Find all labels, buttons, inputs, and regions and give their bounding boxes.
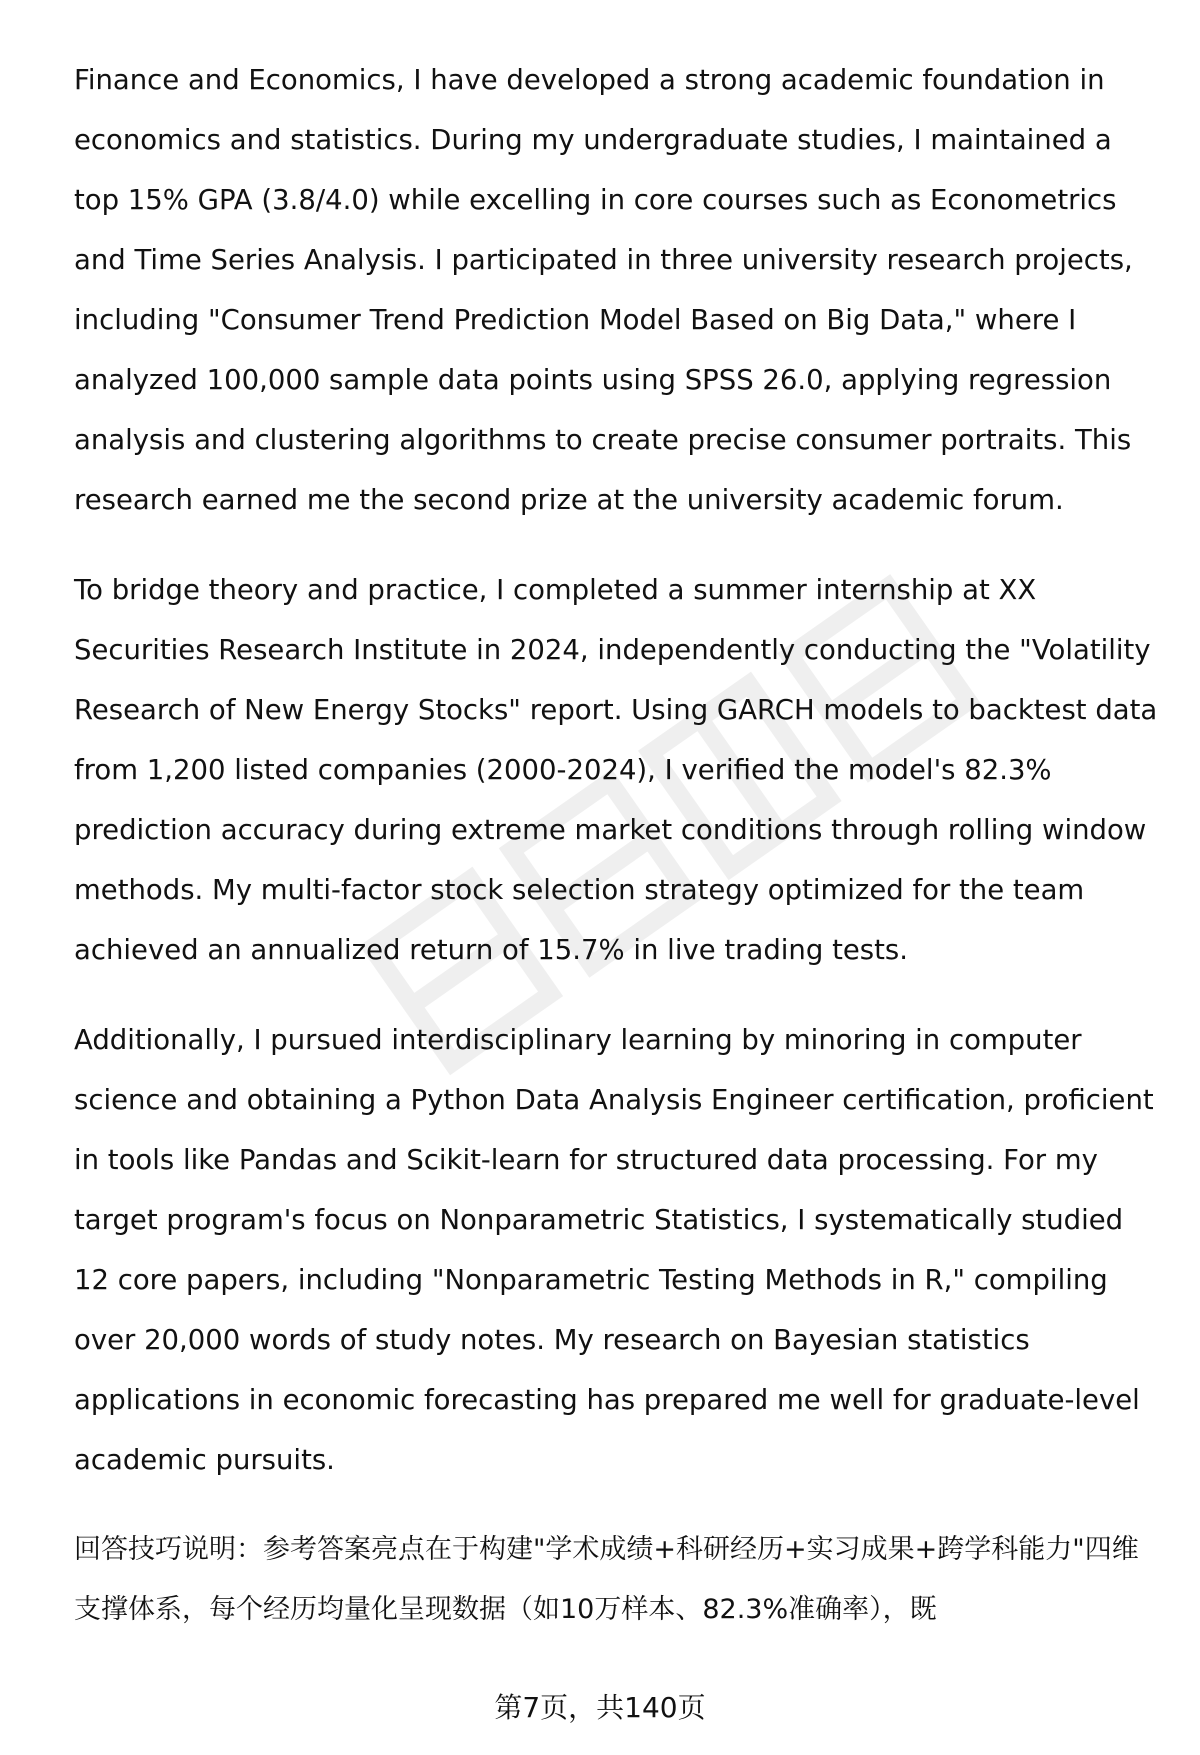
answer-tips-note: 回答技巧说明：参考答案亮点在于构建"学术成绩+科研经历+实习成果+跨学科能力"四维支撑体系，每个经历均量化呈现数据（如10万样本、82.3%准确率），既 bbox=[74, 1534, 1139, 1625]
paragraph-internship: To bridge theory and practice, I completed a summer internship at XX Securities Research Institute in 2024, independently conducting the "Volatility Research of New Energy Stocks" report. Using GARCH models to backtest data from 1,200 listed companies (2000-2024), I verified the model's 82.3% prediction accuracy during extreme market conditions through rolling window methods. My multi-factor stock selection strategy optimized for the team achieved an annualized return of 15.7% in live trading tests. bbox=[74, 574, 1158, 966]
document-page bbox=[74, 50, 1164, 1640]
paragraph-academic-background: Finance and Economics, I have developed a strong academic foundation in economics and statistics. During my undergraduate studies, I maintained a top 15% GPA (3.8/4.0) while excelling in core courses such as Econometrics and Time Series Analysis. I participated in three university research projects, including "Consumer Trend Prediction Model Based on Big Data," where I analyzed 100,000 sample data points using SPSS 26.0, applying regression analysis and clustering algorithms to create precise consumer portraits. This research earned me the second prize at the university academic forum. bbox=[74, 64, 1133, 516]
page-number-footer: 第7页，共140页 bbox=[494, 1691, 706, 1724]
paragraph-interdisciplinary: Additionally, I pursued interdisciplinary learning by minoring in computer science and obtaining a Python Data Analysis Engineer certification, proficient in tools like Pandas and Scikit-learn for structured data processing. For my target program's focus on Nonparametric Statistics, I systematically studied 12 core papers, including "Nonparametric Testing Methods in R," compiling over 20,000 words of study notes. My research on Bayesian statistics applications in economic forecasting has prepared me well for graduate-level academic pursuits. bbox=[74, 1024, 1154, 1476]
